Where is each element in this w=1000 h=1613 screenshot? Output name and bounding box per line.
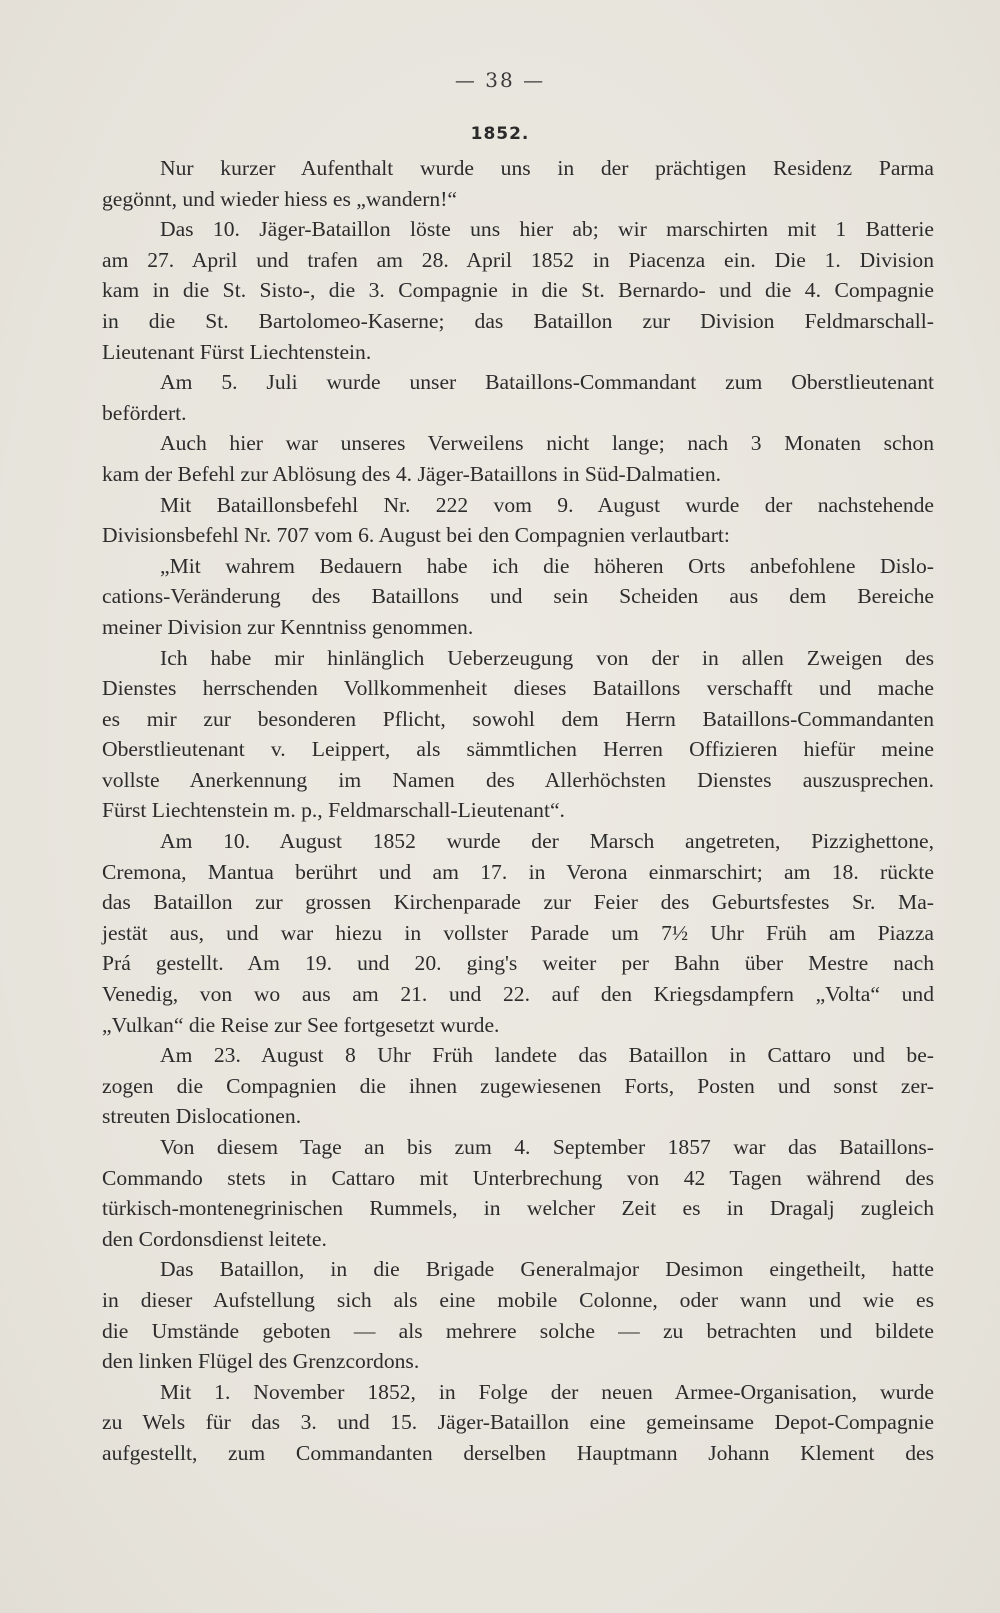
text-line: Am 5. Juli wurde unser Bataillons-Commandant zum Oberstlieutenant bbox=[160, 370, 934, 395]
text-line: kam der Befehl zur Ablösung des 4. Jäger-Bataillons in Süd-Dalmatien. bbox=[102, 461, 722, 486]
text-line: Cremona, Mantua berührt und am 17. in Verona einmarschirt; am 18. rückte bbox=[102, 859, 934, 884]
text-line: den linken Flügel des Grenzcordons. bbox=[102, 1349, 420, 1374]
text-line: Auch hier war unseres Verweilens nicht lange; nach 3 Monaten schon bbox=[160, 431, 934, 456]
text-line: Nur kurzer Aufenthalt wurde uns in der prächtigen Residenz Parma bbox=[160, 156, 934, 180]
text-line: Das Bataillon, in die Brigade Generalmajor Desimon eingetheilt, hatte bbox=[160, 1257, 934, 1282]
text-line: Venedig, von wo aus am 21. und 22. auf den Kriegsdampfern „Volta“ und bbox=[102, 982, 934, 1007]
text-line: Oberstlieutenant v. Leippert, als sämmtlichen Herren Offizieren hiefür meine bbox=[102, 737, 934, 762]
text-line: zogen die Compagnien die ihnen zugewiesenen Forts, Posten und sonst zer- bbox=[102, 1073, 934, 1098]
text-line: zu Wels für das 3. und 15. Jäger-Bataillon eine gemeinsame Depot-Compagnie bbox=[102, 1410, 934, 1435]
text-line: Ich habe mir hinlänglich Ueberzeugung von der in allen Zweigen des bbox=[160, 645, 934, 670]
text-line: Das 10. Jäger-Bataillon löste uns hier ab; wir marschirten mit 1 Batterie bbox=[160, 217, 934, 242]
text-line: meiner Division zur Kenntniss genommen. bbox=[102, 614, 474, 639]
text-line: gegönnt, und wieder hiess es „wandern!“ bbox=[102, 186, 457, 211]
text-line: Prá gestellt. Am 19. und 20. ging's weiter per Bahn über Mestre nach bbox=[102, 951, 934, 976]
text-line: Am 10. August 1852 wurde der Marsch angetreten, Pizzighettone, bbox=[160, 829, 934, 854]
text-line: es mir zur besonderen Pflicht, sowohl dem Herrn Bataillons-Commandanten bbox=[102, 706, 934, 731]
text-line: „Vulkan“ die Reise zur See fortgesetzt wurde. bbox=[102, 1012, 500, 1037]
text-line: Mit 1. November 1852, in Folge der neuen Armee-Organisation, wurde bbox=[160, 1379, 934, 1404]
text-line: Mit Bataillonsbefehl Nr. 222 vom 9. August wurde der nachstehende bbox=[160, 492, 934, 517]
text-line: Fürst Liechtenstein m. p., Feldmarschall-Lieutenant“. bbox=[102, 798, 565, 823]
text-line: Von diesem Tage an bis zum 4. September 1857 war das Bataillons- bbox=[160, 1135, 934, 1159]
text-line: Am 23. August 8 Uhr Früh landete das Bataillon in Cattaro und be- bbox=[160, 1043, 934, 1068]
text-line: Commando stets in Cattaro mit Unterbrechung von 42 Tagen während des bbox=[102, 1165, 934, 1190]
text-line: aufgestellt, zum Commandanten derselben Hauptmann Johann Klement des bbox=[102, 1440, 934, 1465]
text-line: „Mit wahrem Bedauern habe ich die höheren Orts anbefohlene Dislo- bbox=[160, 553, 934, 578]
page-number: — 38 — bbox=[454, 68, 546, 92]
text-line: Lieutenant Fürst Liechtenstein. bbox=[102, 339, 372, 364]
text-line: in dieser Aufstellung sich als eine mobile Colonne, oder wann und wie es bbox=[102, 1287, 934, 1312]
text-line: Dienstes herrschenden Vollkommenheit dieses Bataillons verschafft und mache bbox=[102, 676, 934, 701]
year-heading: 1852. bbox=[470, 124, 530, 144]
text-line: kam in die St. Sisto-, die 3. Compagnie in die St. Bernardo- und die 4. Compagnie bbox=[102, 278, 934, 303]
body-text bbox=[102, 153, 934, 1469]
text-line: streuten Dislocationen. bbox=[102, 1104, 302, 1129]
text-line: Divisionsbefehl Nr. 707 vom 6. August bei den Compagnien verlautbart: bbox=[102, 523, 730, 548]
text-line: das Bataillon zur grossen Kirchenparade zur Feier des Geburtsfestes Sr. Ma- bbox=[102, 890, 934, 915]
text-line: jestät aus, und war hiezu in vollster Parade um 7½ Uhr Früh am Piazza bbox=[102, 920, 934, 945]
text-line: cations-Veränderung des Bataillons und sein Scheiden aus dem Bereiche bbox=[102, 584, 934, 609]
text-line: den Cordonsdienst leitete. bbox=[102, 1226, 327, 1251]
text-line: vollste Anerkennung im Namen des Allerhöchsten Dienstes auszusprechen. bbox=[102, 767, 934, 792]
text-line: am 27. April und trafen am 28. April 1852 in Piacenza ein. Die 1. Division bbox=[102, 247, 934, 272]
text-line: befördert. bbox=[102, 400, 187, 425]
text-line: in die St. Bartolomeo-Kaserne; das Bataillon zur Division Feldmarschall- bbox=[102, 308, 934, 333]
text-line: türkisch-montenegrinischen Rummels, in welcher Zeit es in Dragalj zugleich bbox=[102, 1196, 934, 1221]
text-line: die Umstände geboten — als mehrere solche — zu betrachten und bildete bbox=[102, 1318, 934, 1343]
